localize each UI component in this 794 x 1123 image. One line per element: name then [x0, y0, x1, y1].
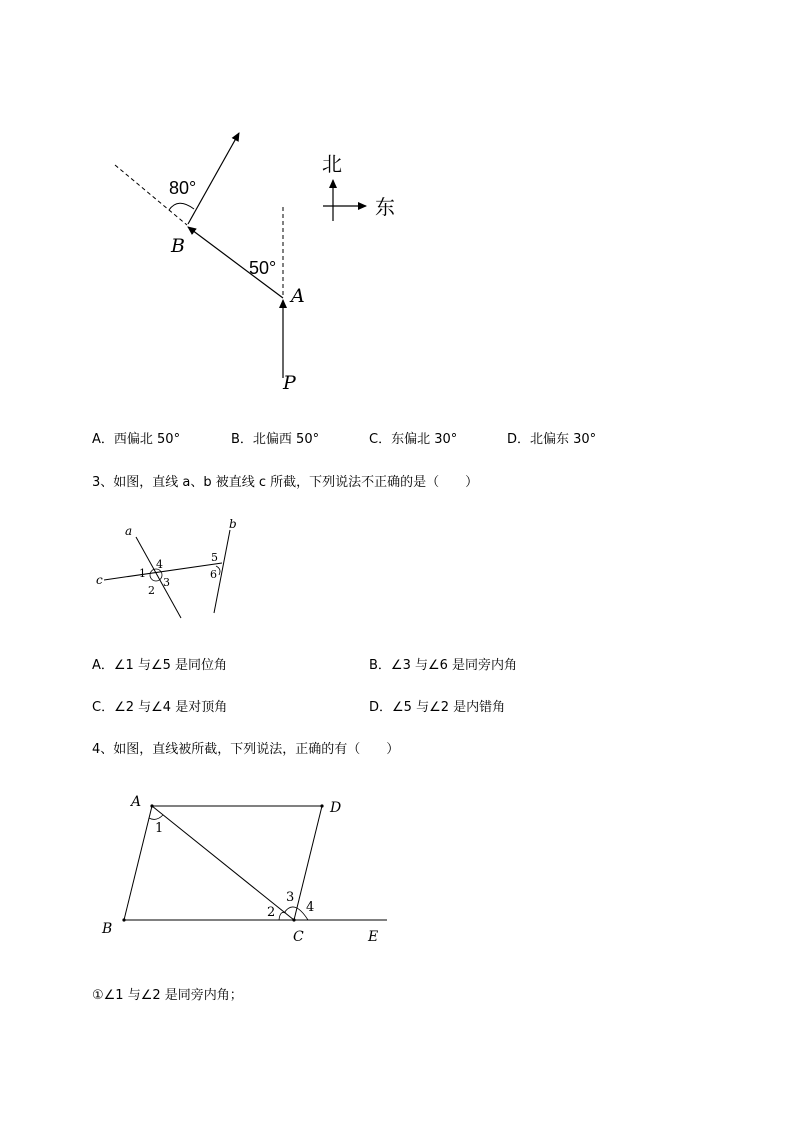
q3-angle-6: 6: [210, 568, 217, 581]
q3-angle-1: 1: [139, 567, 146, 580]
q4-label-a: A: [131, 794, 142, 810]
q3-option-a: A．∠1 与∠5 是同位角: [92, 658, 228, 673]
direction-figure: [100, 120, 420, 400]
q2-option-c: C．东偏北 30°: [369, 432, 458, 447]
q3-label-c: c: [96, 573, 103, 587]
point-label-b: B: [171, 235, 185, 257]
q3-angle-3: 3: [163, 576, 170, 589]
q3-angle-4: 4: [156, 558, 163, 571]
q3-label-b: b: [229, 517, 237, 531]
point-b-dot: [122, 918, 125, 921]
q2-option-a: A．西偏北 50°: [92, 432, 181, 447]
q4-label-b: B: [102, 921, 113, 937]
q2-option-b: B．北偏西 50°: [231, 432, 320, 447]
q4-label-d: D: [330, 800, 342, 816]
angle-arc-80: [169, 203, 194, 210]
q4-figure: [95, 785, 395, 945]
q3-figure: [90, 512, 250, 627]
angle-arc-2: [279, 912, 286, 920]
q3-label-a: a: [125, 524, 133, 538]
compass-east-label: 东: [375, 195, 395, 219]
segment-ab: [124, 806, 152, 920]
q4-label-c: C: [293, 929, 304, 945]
q3-option-d: D．∠5 与∠2 是内错角: [369, 700, 506, 715]
angle-label-50: 50°: [249, 258, 277, 278]
q2-option-d: D．北偏东 30°: [507, 432, 597, 447]
q4-angle-3: 3: [286, 890, 295, 905]
point-label-a: A: [291, 285, 305, 307]
compass-north-label: 北: [322, 152, 342, 176]
q4-angle-1: 1: [155, 821, 164, 836]
q3-angle-5: 5: [211, 551, 218, 564]
q3-option-c: C．∠2 与∠4 是对顶角: [92, 700, 228, 715]
q3-angle-2: 2: [148, 584, 155, 597]
q3-option-b: B．∠3 与∠6 是同旁内角: [369, 658, 518, 673]
point-c-dot: [292, 918, 295, 921]
segment-ac: [152, 806, 294, 920]
point-a-dot: [150, 804, 153, 807]
q3-stem: 3、如图，直线 a、b 被直线 c 所截，下列说法不正确的是（ ）: [92, 475, 479, 490]
point-d-dot: [320, 804, 323, 807]
q4-stem: 4、如图，直线被所截，下列说法，正确的有（ ）: [92, 742, 400, 757]
q4-angle-2: 2: [267, 905, 276, 920]
q4-item-1: ①∠1 与∠2 是同旁内角；: [92, 988, 243, 1003]
angle-arc-1: [149, 815, 163, 819]
q4-angle-4: 4: [306, 900, 315, 915]
angle-label-80: 80°: [169, 178, 197, 198]
q4-label-e: E: [368, 929, 379, 945]
point-label-p: P: [283, 372, 296, 394]
